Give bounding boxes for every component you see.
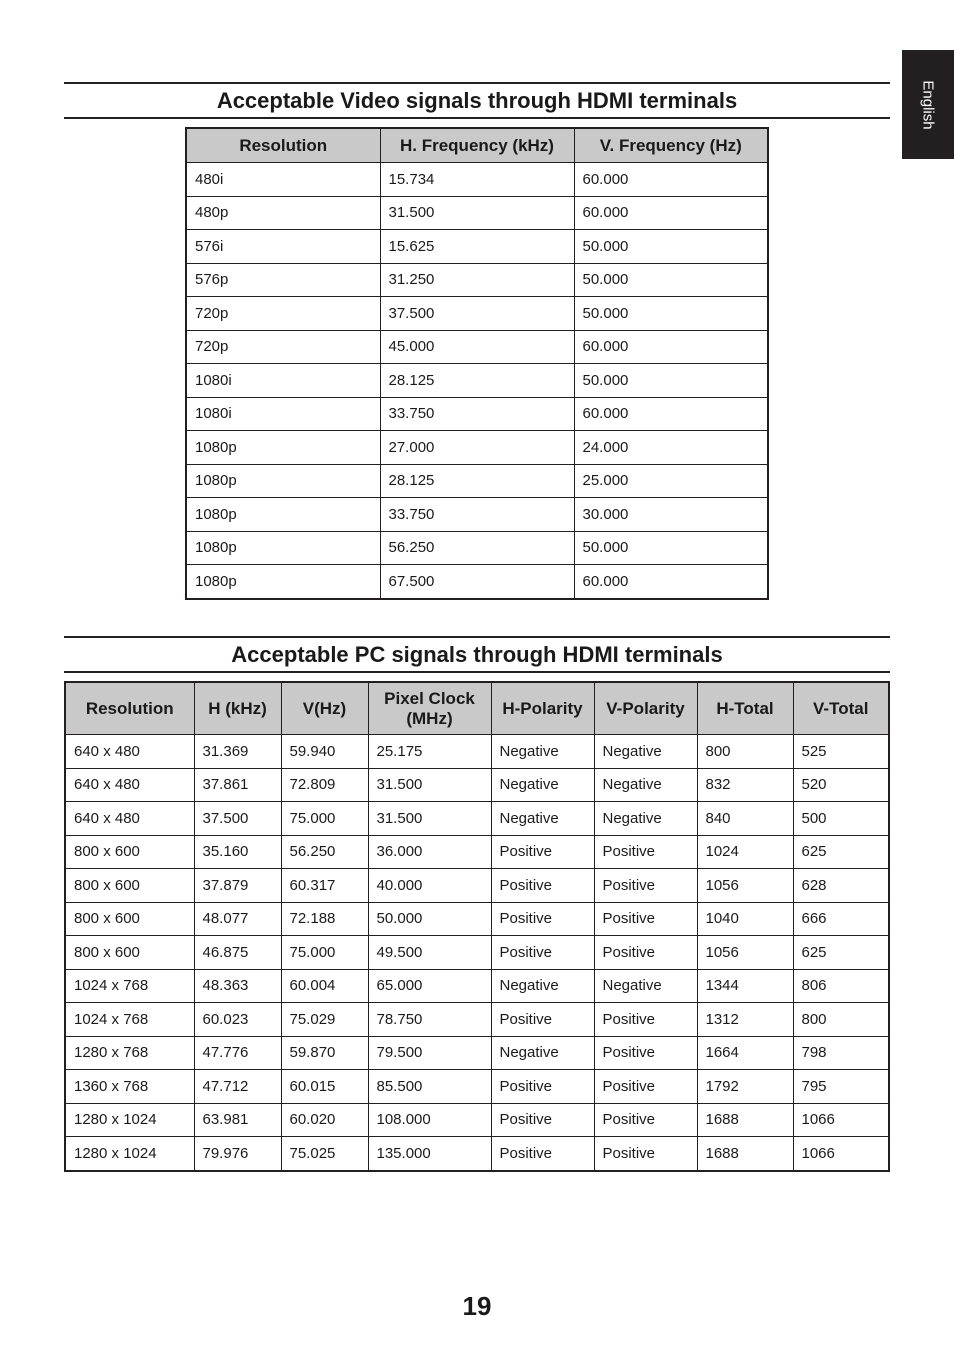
table-cell: 1344 bbox=[697, 969, 793, 1003]
column-header: V(Hz) bbox=[281, 682, 368, 735]
table-cell: 30.000 bbox=[574, 498, 768, 532]
table-row bbox=[186, 531, 768, 565]
table-cell: 79.500 bbox=[368, 1036, 491, 1070]
table-row bbox=[65, 1070, 889, 1104]
pc-section-title: Acceptable PC signals through HDMI terminals bbox=[64, 636, 890, 673]
table-cell: 47.776 bbox=[194, 1036, 281, 1070]
table-row bbox=[186, 431, 768, 465]
table-cell: 28.125 bbox=[380, 364, 574, 398]
table-cell: 28.125 bbox=[380, 464, 574, 498]
table-cell: 67.500 bbox=[380, 565, 574, 599]
table-cell: 60.317 bbox=[281, 869, 368, 903]
table-cell: 78.750 bbox=[368, 1003, 491, 1037]
table-cell: Positive bbox=[594, 902, 697, 936]
table-cell: 480p bbox=[186, 196, 380, 230]
pc-signals-table bbox=[64, 681, 890, 1172]
table-cell: Positive bbox=[594, 1137, 697, 1171]
table-cell: Positive bbox=[594, 869, 697, 903]
table-cell: 1312 bbox=[697, 1003, 793, 1037]
table-cell: 60.015 bbox=[281, 1070, 368, 1104]
table-cell: 1066 bbox=[793, 1103, 889, 1137]
table-row bbox=[65, 869, 889, 903]
table-row bbox=[186, 364, 768, 398]
column-header: Resolution bbox=[65, 682, 194, 735]
table-cell: 35.160 bbox=[194, 835, 281, 869]
table-cell: 806 bbox=[793, 969, 889, 1003]
table-cell: 1056 bbox=[697, 936, 793, 970]
table-cell: 1056 bbox=[697, 869, 793, 903]
table-cell: 1664 bbox=[697, 1036, 793, 1070]
table-row bbox=[186, 397, 768, 431]
table-cell: 60.000 bbox=[574, 397, 768, 431]
table-cell: 33.750 bbox=[380, 498, 574, 532]
table-cell: 45.000 bbox=[380, 330, 574, 364]
table-cell: 795 bbox=[793, 1070, 889, 1104]
column-header: V. Frequency (Hz) bbox=[574, 128, 768, 163]
table-cell: 60.000 bbox=[574, 163, 768, 197]
table-cell: 1066 bbox=[793, 1137, 889, 1171]
table-cell: Positive bbox=[594, 936, 697, 970]
table-cell: Positive bbox=[491, 835, 594, 869]
table-cell: 60.000 bbox=[574, 330, 768, 364]
table-cell: 31.500 bbox=[368, 802, 491, 836]
table-cell: 628 bbox=[793, 869, 889, 903]
table-cell: 135.000 bbox=[368, 1137, 491, 1171]
table-cell: 33.750 bbox=[380, 397, 574, 431]
table-cell: 50.000 bbox=[368, 902, 491, 936]
table-cell: Negative bbox=[594, 735, 697, 769]
table-row bbox=[186, 330, 768, 364]
table-cell: Positive bbox=[491, 1137, 594, 1171]
table-cell: Positive bbox=[491, 902, 594, 936]
table-cell: 800 x 600 bbox=[65, 835, 194, 869]
table-cell: 798 bbox=[793, 1036, 889, 1070]
table-row bbox=[65, 902, 889, 936]
table-cell: 1024 x 768 bbox=[65, 1003, 194, 1037]
table-cell: 31.500 bbox=[368, 768, 491, 802]
column-header: V-Polarity bbox=[594, 682, 697, 735]
table-cell: 63.981 bbox=[194, 1103, 281, 1137]
table-cell: 50.000 bbox=[574, 297, 768, 331]
table-cell: 75.000 bbox=[281, 802, 368, 836]
table-cell: Negative bbox=[491, 802, 594, 836]
table-cell: 15.734 bbox=[380, 163, 574, 197]
table-cell: 800 bbox=[697, 735, 793, 769]
table-cell: Negative bbox=[491, 1036, 594, 1070]
table-cell: 31.250 bbox=[380, 263, 574, 297]
table-row bbox=[186, 196, 768, 230]
table-cell: Positive bbox=[491, 869, 594, 903]
column-header: Pixel Clock (MHz) bbox=[368, 682, 491, 735]
table-cell: 800 x 600 bbox=[65, 902, 194, 936]
table-cell: 79.976 bbox=[194, 1137, 281, 1171]
table-cell: 1080p bbox=[186, 464, 380, 498]
table-cell: 72.188 bbox=[281, 902, 368, 936]
table-cell: 31.369 bbox=[194, 735, 281, 769]
table-cell: 625 bbox=[793, 936, 889, 970]
table-cell: 50.000 bbox=[574, 263, 768, 297]
table-cell: 1792 bbox=[697, 1070, 793, 1104]
table-cell: Negative bbox=[491, 768, 594, 802]
table-cell: 75.000 bbox=[281, 936, 368, 970]
table-row bbox=[186, 498, 768, 532]
table-cell: 1024 x 768 bbox=[65, 969, 194, 1003]
table-cell: 576p bbox=[186, 263, 380, 297]
table-cell: 832 bbox=[697, 768, 793, 802]
table-header-row bbox=[65, 682, 889, 735]
table-row bbox=[65, 768, 889, 802]
table-row bbox=[65, 1103, 889, 1137]
table-cell: 1080p bbox=[186, 531, 380, 565]
table-row bbox=[186, 163, 768, 197]
table-row bbox=[65, 1036, 889, 1070]
table-cell: 24.000 bbox=[574, 431, 768, 465]
table-cell: 1280 x 768 bbox=[65, 1036, 194, 1070]
table-cell: 800 bbox=[793, 1003, 889, 1037]
table-cell: Negative bbox=[491, 735, 594, 769]
table-cell: 48.363 bbox=[194, 969, 281, 1003]
table-cell: 85.500 bbox=[368, 1070, 491, 1104]
column-header: V-Total bbox=[793, 682, 889, 735]
table-cell: Positive bbox=[594, 1003, 697, 1037]
table-cell: 60.000 bbox=[574, 196, 768, 230]
table-row bbox=[65, 835, 889, 869]
table-cell: Positive bbox=[594, 1103, 697, 1137]
table-cell: 75.025 bbox=[281, 1137, 368, 1171]
video-signals-table bbox=[185, 127, 769, 600]
table-cell: 1080i bbox=[186, 397, 380, 431]
table-cell: 625 bbox=[793, 835, 889, 869]
table-cell: 1080p bbox=[186, 498, 380, 532]
table-cell: 56.250 bbox=[380, 531, 574, 565]
table-cell: 37.500 bbox=[194, 802, 281, 836]
table-cell: 50.000 bbox=[574, 230, 768, 264]
table-row bbox=[186, 297, 768, 331]
table-cell: Positive bbox=[491, 1103, 594, 1137]
table-cell: 36.000 bbox=[368, 835, 491, 869]
table-row bbox=[65, 802, 889, 836]
table-cell: 37.879 bbox=[194, 869, 281, 903]
table-cell: 56.250 bbox=[281, 835, 368, 869]
table-cell: 37.861 bbox=[194, 768, 281, 802]
table-row bbox=[65, 1137, 889, 1171]
table-row bbox=[65, 735, 889, 769]
table-row bbox=[65, 936, 889, 970]
table-cell: 666 bbox=[793, 902, 889, 936]
table-row bbox=[186, 263, 768, 297]
table-cell: 1280 x 1024 bbox=[65, 1137, 194, 1171]
table-cell: Positive bbox=[594, 1070, 697, 1104]
table-cell: 50.000 bbox=[574, 364, 768, 398]
table-cell: 520 bbox=[793, 768, 889, 802]
table-cell: 65.000 bbox=[368, 969, 491, 1003]
table-row bbox=[65, 969, 889, 1003]
table-cell: Negative bbox=[594, 802, 697, 836]
table-cell: 37.500 bbox=[380, 297, 574, 331]
column-header: H (kHz) bbox=[194, 682, 281, 735]
table-cell: 1688 bbox=[697, 1137, 793, 1171]
table-cell: 48.077 bbox=[194, 902, 281, 936]
table-cell: 1080i bbox=[186, 364, 380, 398]
table-cell: 1360 x 768 bbox=[65, 1070, 194, 1104]
table-cell: Negative bbox=[594, 768, 697, 802]
table-cell: 25.175 bbox=[368, 735, 491, 769]
table-cell: Positive bbox=[491, 936, 594, 970]
table-cell: 1280 x 1024 bbox=[65, 1103, 194, 1137]
table-cell: Positive bbox=[491, 1003, 594, 1037]
table-cell: 640 x 480 bbox=[65, 802, 194, 836]
table-cell: 25.000 bbox=[574, 464, 768, 498]
table-cell: 60.000 bbox=[574, 565, 768, 599]
table-row bbox=[186, 464, 768, 498]
table-cell: 46.875 bbox=[194, 936, 281, 970]
table-cell: 800 x 600 bbox=[65, 936, 194, 970]
table-header-row bbox=[186, 128, 768, 163]
table-cell: 1024 bbox=[697, 835, 793, 869]
video-section-title: Acceptable Video signals through HDMI terminals bbox=[64, 82, 890, 119]
table-cell: 27.000 bbox=[380, 431, 574, 465]
table-cell: 108.000 bbox=[368, 1103, 491, 1137]
table-cell: 59.940 bbox=[281, 735, 368, 769]
page-number: 19 bbox=[462, 1291, 492, 1321]
table-cell: 1080p bbox=[186, 565, 380, 599]
table-cell: 720p bbox=[186, 330, 380, 364]
table-cell: 840 bbox=[697, 802, 793, 836]
table-cell: 60.023 bbox=[194, 1003, 281, 1037]
table-cell: 75.029 bbox=[281, 1003, 368, 1037]
table-cell: Positive bbox=[491, 1070, 594, 1104]
table-cell: Positive bbox=[594, 1036, 697, 1070]
table-cell: 50.000 bbox=[574, 531, 768, 565]
table-cell: 720p bbox=[186, 297, 380, 331]
table-row bbox=[65, 1003, 889, 1037]
table-cell: 15.625 bbox=[380, 230, 574, 264]
table-cell: 640 x 480 bbox=[65, 768, 194, 802]
table-cell: 640 x 480 bbox=[65, 735, 194, 769]
column-header: H-Total bbox=[697, 682, 793, 735]
table-cell: Positive bbox=[594, 835, 697, 869]
language-tab bbox=[902, 50, 954, 159]
table-cell: 60.020 bbox=[281, 1103, 368, 1137]
table-cell: 1040 bbox=[697, 902, 793, 936]
column-header: H. Frequency (kHz) bbox=[380, 128, 574, 163]
table-cell: 480i bbox=[186, 163, 380, 197]
column-header: H-Polarity bbox=[491, 682, 594, 735]
table-row bbox=[186, 230, 768, 264]
table-cell: 72.809 bbox=[281, 768, 368, 802]
column-header: Resolution bbox=[186, 128, 380, 163]
table-cell: 525 bbox=[793, 735, 889, 769]
table-cell: 1688 bbox=[697, 1103, 793, 1137]
table-cell: 576i bbox=[186, 230, 380, 264]
table-cell: Negative bbox=[594, 969, 697, 1003]
table-cell: 49.500 bbox=[368, 936, 491, 970]
table-cell: 31.500 bbox=[380, 196, 574, 230]
table-row bbox=[186, 565, 768, 599]
table-cell: 60.004 bbox=[281, 969, 368, 1003]
table-cell: 59.870 bbox=[281, 1036, 368, 1070]
language-tab-label: English bbox=[919, 79, 937, 130]
table-cell: 47.712 bbox=[194, 1070, 281, 1104]
table-cell: 40.000 bbox=[368, 869, 491, 903]
table-cell: 1080p bbox=[186, 431, 380, 465]
table-cell: Negative bbox=[491, 969, 594, 1003]
table-cell: 500 bbox=[793, 802, 889, 836]
table-cell: 800 x 600 bbox=[65, 869, 194, 903]
